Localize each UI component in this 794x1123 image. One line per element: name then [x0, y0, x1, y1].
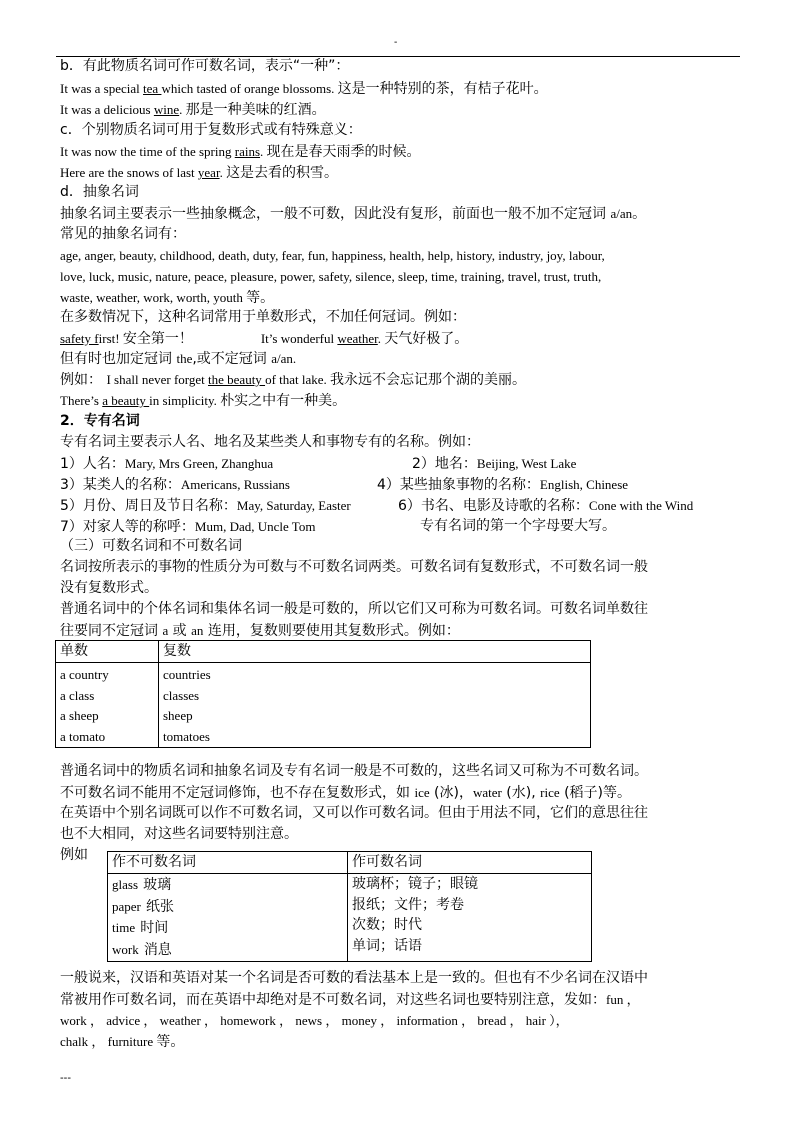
uncountable-para-2: 不可数名词不能用不定冠词修饰，也不存在复数形式，如 ice (冰)，water (水), rice (稻子)等。 [60, 785, 631, 801]
example-snows: Here are the snows of last year. 这是去看的积雪。 [60, 165, 339, 181]
table-cell: a country [60, 667, 109, 682]
table-cell: 次数；时代 [352, 917, 422, 933]
proper-nouns-row-2: 3）某类人的名称：Americans, Russians [60, 477, 290, 493]
example-safety-weather: safety first! 安全第一！ It’s wonderful weather. 天气好极了。 [60, 331, 469, 347]
footer-mark: --- [60, 1072, 71, 1084]
dual-usage-para-2: 也不大相同，对这些名词要特别注意。 [60, 826, 298, 842]
para-d-heading: d．抽象名词 [60, 184, 139, 200]
singular-usage-note: 在多数情况下，这种名词常用于单数形式，不加任何冠词。例如： [60, 309, 466, 325]
countable-para-2: 没有复数形式。 [60, 580, 158, 596]
proper-nouns-row-1-right: 2）地名：Beijing, West Lake [412, 456, 577, 472]
comparison-para-2: 常被用作可数名词，而在英语中却绝对是不可数名词，对这些名词也要特别注意，发如：fun ， [60, 992, 640, 1008]
section-countable-heading: （三）可数名词和不可数名词 [60, 538, 242, 554]
abstract-word-list-3: waste, weather, work, worth, youth 等。 [60, 290, 275, 306]
table-cell: time 时间 [112, 920, 169, 936]
table-cell: sheep [163, 708, 193, 723]
dual-usage-table [107, 851, 592, 962]
table-cell: countries [163, 667, 211, 682]
uncountable-word-list-2: chalk ， furniture 等。 [60, 1034, 185, 1050]
example-rains: It was now the time of the spring rains. 现在是春天雨季的时候。 [60, 144, 421, 160]
example-beauty-simplicity: There’s a beauty in simplicity. 朴实之中有一种美。 [60, 393, 347, 409]
singular-column [56, 663, 159, 748]
dual-usage-para-1: 在英语中个别名词既可以作不可数名词，又可以作可数名词。但由于用法不同，它们的意思往往 [60, 805, 648, 821]
table-cell: 玻璃杯；镜子；眼镜 [352, 876, 478, 892]
singular-plural-table [55, 640, 591, 748]
example-tea: It was a special tea which tasted of orange blossoms. 这是一种特别的茶，有桔子花叶。 [60, 81, 548, 97]
example-label: 例如 [60, 847, 88, 863]
article-usage-note: 但有时也加定冠词 the,或不定冠词 a/an. [60, 351, 297, 367]
capitalization-note: 专有名词的第一个字母要大写。 [420, 518, 616, 534]
table-header-countable: 作可数名词 [348, 852, 592, 874]
proper-nouns-row-2-right: 4）某些抽象事物的名称：English, Chinese [377, 477, 629, 493]
proper-nouns-row-4: 7）对家人等的称呼：Mum, Dad, Uncle Tom [60, 519, 316, 535]
uncountable-word-list-1: work ， advice ， weather ， homework ， news ， money ， information ， bread ， hair ）， [60, 1013, 569, 1028]
table-cell: a sheep [60, 708, 99, 723]
plural-column [159, 663, 591, 748]
section-proper-nouns-heading: 2．专有名词 [60, 413, 140, 429]
table-header-singular: 单数 [56, 641, 159, 663]
proper-nouns-row-1: 1）人名：Mary, Mrs Green, Zhanghua [60, 456, 274, 472]
proper-nouns-row-3: 5）月份、周日及节日名称：May, Saturday, Easter [60, 498, 351, 514]
proper-nouns-row-3-right: 6）书名、电影及诗歌的名称：Cone with the Wind [398, 498, 694, 514]
table-header-uncountable: 作不可数名词 [108, 852, 348, 874]
example-wine: It was a delicious wine. 那是一种美味的红酒。 [60, 102, 326, 118]
table-cell: tomatoes [163, 728, 210, 744]
table-cell: classes [163, 687, 200, 703]
table-cell: work 消息 [112, 941, 172, 958]
uncountable-para-1: 普通名词中的物质名词和抽象名词及专有名词一般是不可数的，这些名词又可称为不可数名词。 [60, 763, 648, 779]
abstract-word-list-1: age, anger, beauty, childhood, death, duty, fear, fun, happiness, health, help, history, industry, joy, labour, [60, 248, 605, 263]
countable-para-4: 往要同不定冠词 a 或 an 连用，复数则要使用其复数形式。例如： [60, 623, 460, 639]
abstract-noun-intro: 抽象名词主要表示一些抽象概念，一般不可数，因此没有复形，前面也一般不加不定冠词 a/an。 [60, 206, 647, 222]
proper-nouns-intro: 专有名词主要表示人名、地名及某些类人和事物专有的名称。例如： [60, 434, 480, 450]
countable-column [348, 874, 592, 962]
para-b-heading: b．有此物质名词可作可数名词，表示“一种”： [60, 58, 350, 74]
abstract-common-label: 常见的抽象名词有： [60, 226, 186, 242]
table-cell: 报纸；文件；考卷 [352, 896, 464, 913]
table-cell: 单词；话语 [352, 937, 422, 954]
para-c-heading: c．个别物质名词可用于复数形式或有特殊意义： [60, 122, 362, 138]
header-mark: - [394, 37, 398, 48]
table-cell: glass 玻璃 [112, 877, 172, 893]
table-cell: a tomato [60, 728, 106, 744]
table-cell: a class [60, 687, 95, 703]
comparison-para-1: 一般说来，汉语和英语对某一个名词是否可数的看法基本上是一致的。但也有不少名词在汉语中 [60, 970, 648, 986]
abstract-word-list-2: love, luck, music, nature, peace, pleasure, power, safety, silence, sleep, time, training, travel, trust, truth, [60, 269, 602, 284]
table-header-plural: 复数 [159, 641, 591, 663]
uncountable-column [108, 874, 348, 962]
table-cell: paper 纸张 [112, 898, 174, 915]
countable-para-1: 名词按所表示的事物的性质分为可数与不可数名词两类。可数名词有复数形式，不可数名词一般 [60, 559, 648, 575]
countable-para-3: 普通名词中的个体名词和集体名词一般是可数的，所以它们又可称为可数名词。可数名词单数往 [60, 601, 648, 617]
example-beauty-lake: 例如： I shall never forget the beauty of that lake. 我永远不会忘记那个湖的美丽。 [60, 372, 527, 388]
